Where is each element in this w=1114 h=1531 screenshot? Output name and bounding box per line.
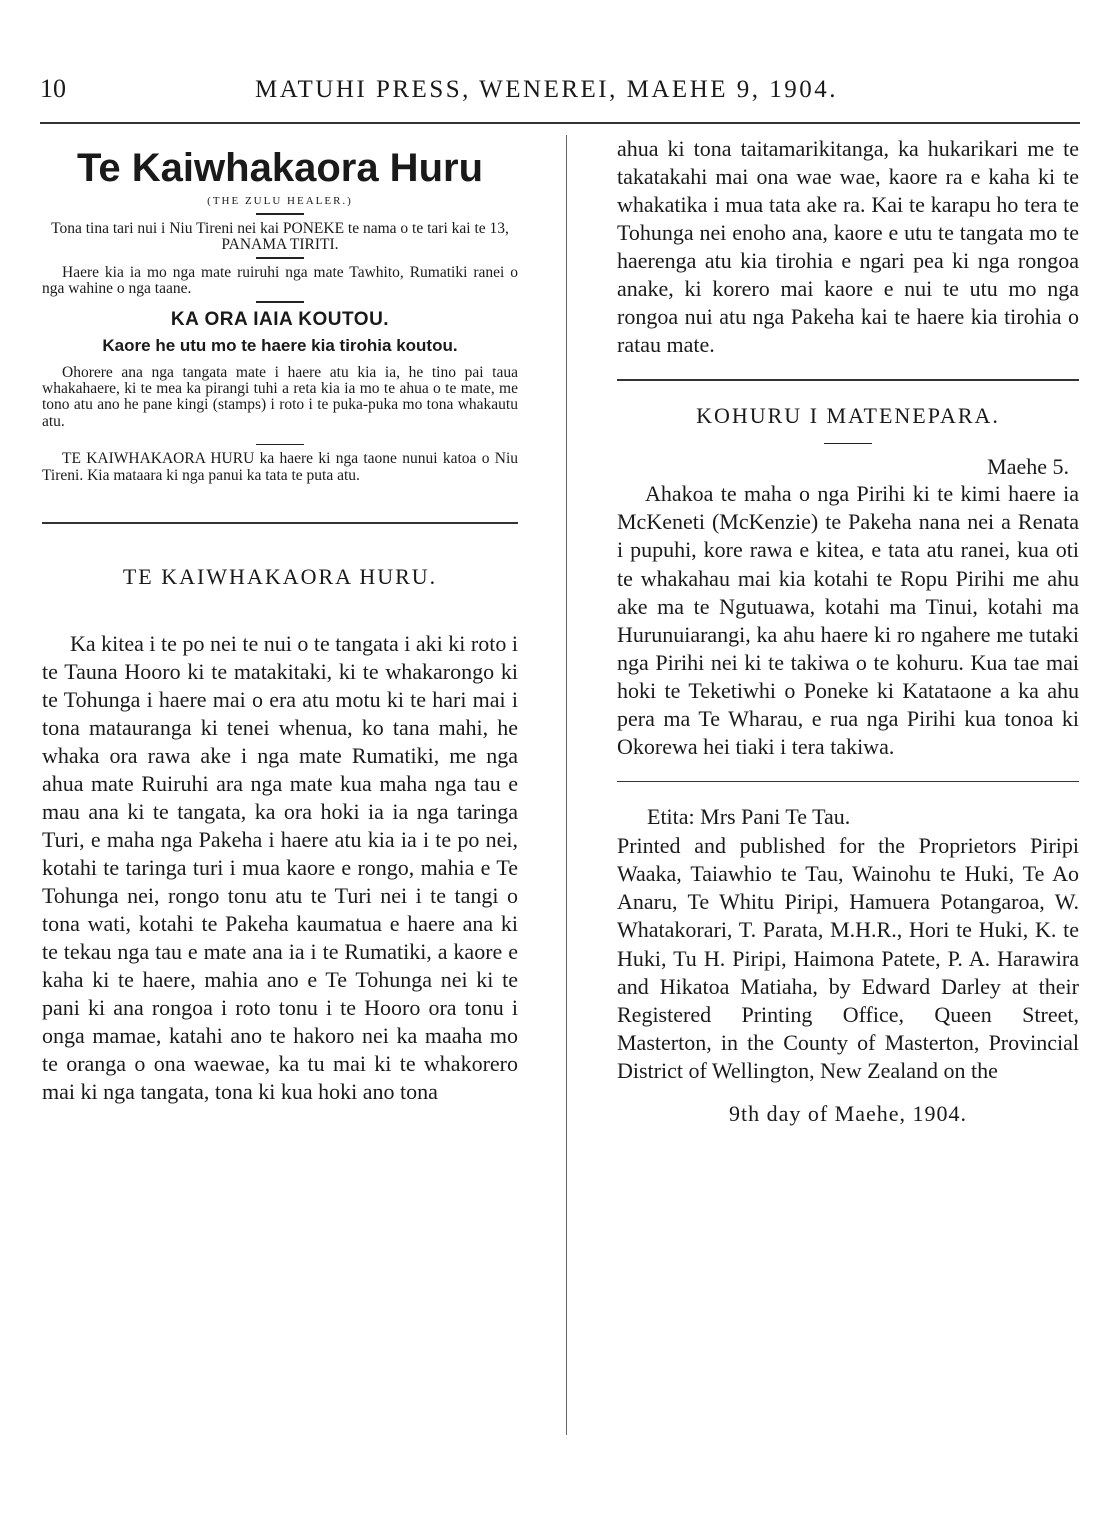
page-header (40, 74, 1080, 114)
divider (824, 443, 872, 445)
column-divider (566, 135, 567, 1435)
divider (256, 301, 304, 303)
left-column (42, 135, 518, 1106)
imprint-date: 9th day of Maehe, 1904. (728, 1100, 968, 1126)
ad-paragraph: Ohorere ana nga tangata mate i haere atu kia ia, he tino pai taua whakahaere, ki te mea ka pirangi tuhi a reta kia ia mo te ahua o te mate, me tono atu ano he pane kingi (stamps) i roto i te puka-puka mo tona whakautu atu. (42, 363, 518, 430)
divider (256, 257, 304, 259)
right-column (617, 135, 1079, 1127)
header-rule (40, 122, 1080, 124)
divider (256, 213, 304, 215)
editor-line: Etita: Mrs Pani Te Tau. (647, 804, 851, 830)
article-heading: TE KAIWHAKAORA HURU. (122, 563, 438, 589)
imprint-text: Printed and published for the Proprietors Piripi Waaka, Taiawhio te Tau, Wainohu te Huki, Te Ao Anaru, Te Whitu Piripi, Hamuera Potangaroa, W. Whatakorari, T. Parata, M.H.R., Hori te Huki, K. te Huki, Tu H. Piripi, Haimona Patete, P. A. Harawira and Hikatoa Matiaha, by Edward Darley at their Registered Printing Office, Queen Street, Masterton, in the County of Masterton, Provincial District of Wellington, New Zealand on the (617, 833, 1079, 1083)
ad-heading: KA ORA IAIA KOUTOU. (170, 308, 390, 330)
dateline: Maehe 5. (987, 454, 1069, 480)
article-body: Ahakoa te maha o nga Pirihi ki te kimi haere ia McKeneti (McKenzie) te Pakeha nana nei a Renata i pupuhi, kore rawa e kitea, e tata atu ranei, kua oti te whakahau mai kia kotahi te Ropu Pirihi me ahu ake ma te Ngutuawa, kotahi ma Tinui, kotahi ma Hurunuiarangi, ka ahu haere ki ro ngahere me tutaki nga Pirihi nei ki te takiwa o te kohuru. Kua tae mai hoki te Teketiwhi o Poneke ki Katataone a ka ahu pera ma Te Wharau, e rua nga Pirihi kua tonoa ki Okorewa hei tiaki i tera takiwa. (617, 481, 1079, 759)
section-rule (42, 522, 518, 524)
ad-address: Tona tina tari nui i Niu Tireni nei kai PONEKE te nama o te tari kai te 13, PANAMA TIRITI. (51, 219, 509, 253)
section-rule (617, 379, 1079, 381)
advertisement (42, 145, 518, 484)
ad-subtitle: (THE ZULU HEALER.) (207, 195, 353, 207)
section-rule (617, 781, 1079, 783)
ad-paragraph: TE KAIWHAKAORA HURU ka haere ki nga taone nunui katoa o Niu Tireni. Kia mataara ki nga panui ka tata te puta atu. (42, 450, 518, 484)
ad-subheading: Kaore he utu mo te haere kia tirohia koutou. (102, 335, 458, 355)
ad-paragraph: Haere kia ia mo nga mate ruiruhi nga mate Tawhito, Rumatiki ranei o nga wahine o nga taane. (42, 263, 518, 297)
divider (256, 444, 304, 446)
article-heading: KOHURU I MATENEPARA. (696, 402, 1000, 428)
article-continuation: ahua ki tona taitamarikitanga, ka hukarikari me te takatakahi mai ona wae wae, kaore ra e kaha ki te whakatika i mua tata ake ra. Kai te karapu ho tera te Tohunga nei enoho ana, kaore e utu te tangata mo te haerenga atu kia tirohia e ngari pea ki nga rongoa anake, ki korero mai kaore e nui te utu mo nga rongoa nui atu nga Pakeha kai te haere kia tirohia o ratau mate. (617, 136, 1079, 358)
article-body: Ka kitea i te po nei te nui o te tangata i aki ki roto i te Tauna Hooro ki te matakitaki, ki te whakarongo ki te Tohunga i haere mai o era atu motu ki te hari mai i tona matauranga ki tenei whenua, ko tana mahi, he whaka ora rawa ake i nga mate Rumatiki, me nga ahua mate Ruiruhi ara nga mate kua maha nga tau e mau ana ki te tangata, ka ora hoki ia ia nga taringa Turi, e maha nga Pakeha i haere atu kia ia i te po nei, kotahi te taringa turi i mua kaore e rongo, mahia e Te Tohunga nei, rongo tonu atu te Turi nei i te tangi o tona wati, kotahi te Pakeha kaumatua e haere ana ki te tekau nga tau e mate ana ia i te Rumatiki, a kaore e kaha ki te haere, mahia ano e Te Tohunga nei ki te pani ki ana rongoa i roto tonu i te Hooro ora tonu i onga mamae, katahi ano te hakoro nei ka maaha mo te oranga o ona waewae, ka tu mai ki te whakorero mai ki nga tangata, tona ki kua hoki ano tona (42, 630, 518, 1105)
masthead: MATUHI PRESS, WENEREI, MAEHE 9, 1904. (255, 76, 839, 103)
ad-title: Te Kaiwhakaora Huru (76, 146, 484, 190)
page-number: 10 (40, 74, 66, 103)
